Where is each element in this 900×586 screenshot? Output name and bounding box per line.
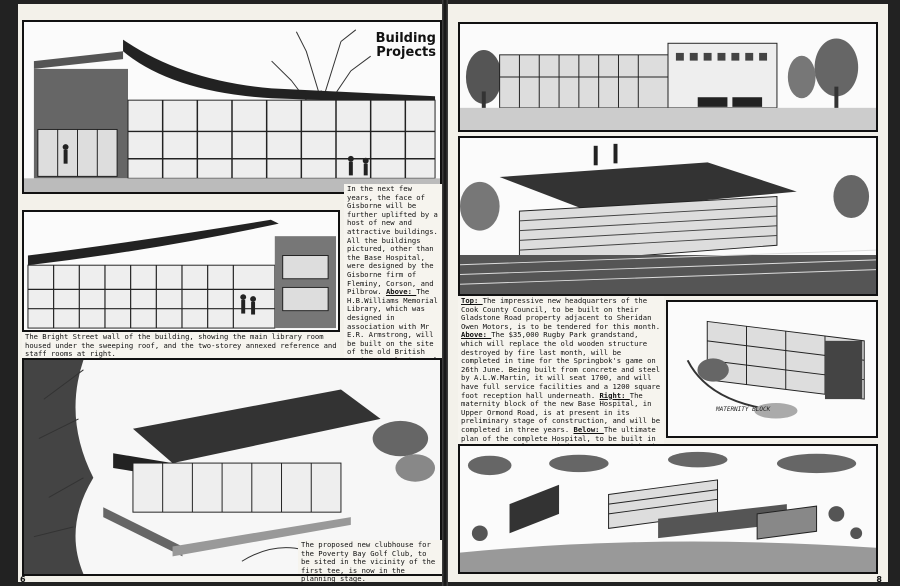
right-label: Right: [599,390,630,400]
left-page [18,4,443,582]
bright-street-caption-text: The Bright Street wall of the building, showing the main library room housed under the sweeping roof, and the two-storey annexed reference and staff rooms at right. [25,332,337,359]
library-elevation-drawing [22,20,442,194]
bright-street-caption [22,332,340,358]
hospital-plan-drawing [458,444,878,574]
above-text: The $35,000 Rugby Park grandstand, which will replace the old wooden structure destroyed by fire last month, will be completed in time for the Springbok's game on 26th June. Being built from concrete and steel by A.L.W.Martin, it will seat 1700, and will have full service facilities and a 1200 square foot reception hall underneath. [461,330,661,400]
above-label: Above: [461,330,492,340]
maternity-block-drawing [666,300,878,438]
intro-caption [344,184,442,361]
council-headquarters-drawing [458,22,878,132]
maternity-sketch-label: MATERNITY BLOCK [716,406,771,413]
library-label: Above: [385,287,417,297]
rugby-grandstand-drawing [458,136,878,296]
intro-text: In the next few years, the face of Gisborne will be further uplifted by a host of new and attractive buildings. All the buildings pictured, other than the Base Hospital, were designed by the Gisborne firm of Fleminy, Corson, and Pilbrow. [347,184,438,297]
right-page [448,4,888,582]
golf-caption-text: The proposed new clubhouse for the Poverty Bay Golf Club, to be sited in the vicinity of the first tee, is now in the planning stage. [301,540,436,584]
title-line-2: Projects [376,45,436,60]
right-page-number: 8 [876,575,882,584]
right-text: The maternity block of the new Base Hospital, in Upper Ormond Road, is at present in its preliminary stage of construction, and will be completed in three years. [461,390,661,434]
library-text: The H.B.Williams Memorial Library, which was designed in association with Mr E.R. Armstrong, will be built on the site of the old British [347,287,438,357]
below-label: Below: [573,424,604,434]
bright-street-wall-drawing [22,210,340,332]
left-page-number: 6 [20,575,26,584]
top-text: The impressive new headquarters of the Cook County Council, to be built on their Gladstone Road property adjacent to Sheridan Owen Motors, is to be tendered for this month. [461,296,661,331]
title-line-1: Building [375,31,436,46]
page-title [376,32,436,60]
right-page-text [458,296,664,448]
top-label: Top: [461,296,483,305]
below-text: The ultimate plan of the complete Hospital, to be built in [461,424,656,443]
golf-caption [298,540,442,584]
